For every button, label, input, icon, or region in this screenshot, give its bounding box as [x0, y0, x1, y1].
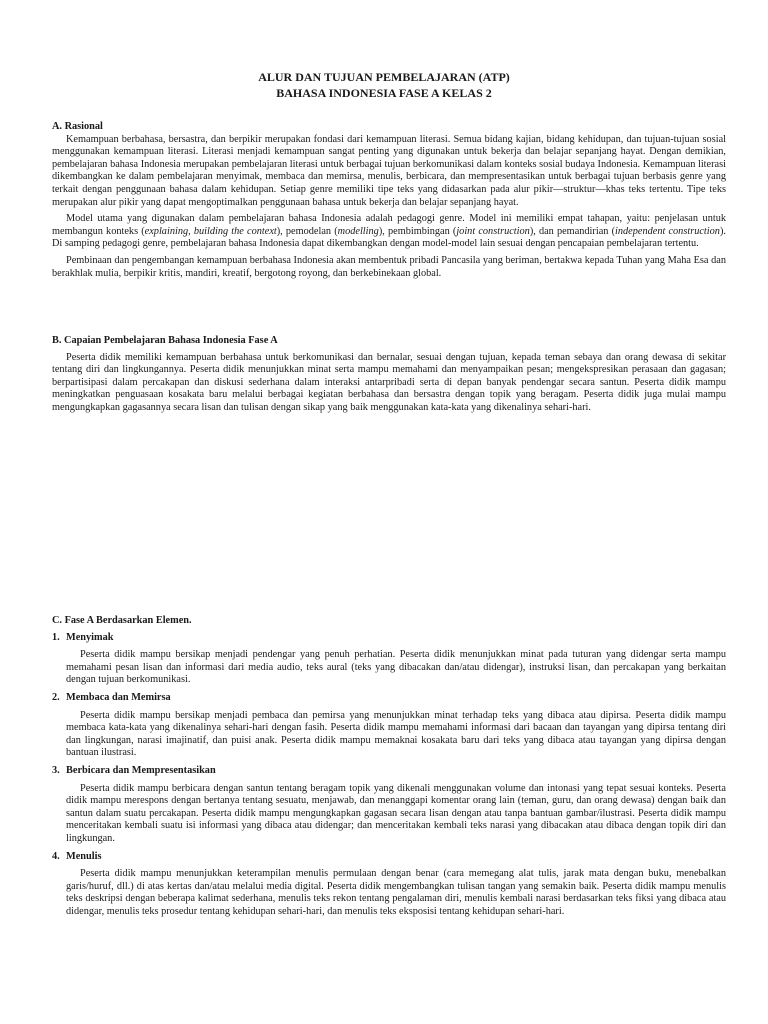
p2-text-e: ). Di samping pedagogi genre, pembelajaran bahasa Indonesia dapat dikembangkan dengan model-model lain sesuai dengan pencapaian pembelajaran tertentu.	[52, 225, 726, 250]
p2-text-d: ), dan pemandirian (	[529, 225, 615, 237]
section-a-heading: A. Rasional	[52, 121, 103, 132]
section-a-paragraph-3: Pembinaan dan pengembangan kemampuan berbahasa Indonesia akan membentuk pribadi Pancasila yang beriman, bertakwa kepada Tuhan yang Maha Esa dan berakhlak mulia, berpikir kritis, mandiri, kreatif, bergotong royong, dan berkebinekaan global.	[52, 254, 726, 279]
p2-text-c: ), pembimbingan (	[378, 225, 457, 237]
p2-text-b: ), pemodelan (	[276, 225, 338, 237]
section-elemen	[52, 615, 726, 918]
document-subtitle: BAHASA INDONESIA FASE A KELAS 2	[276, 86, 492, 100]
element-3-heading: 3. Berbicara dan Mempresentasikan	[52, 764, 216, 776]
element-2-body: Peserta didik mampu bersikap menjadi pembaca dan pemirsa yang menunjukkan minat terhadap teks yang dibaca atau dipirsa. Peserta didik mampu membaca kata-kata yang dikenalinya sehari-hari dengan fasih. Peserta didik mampu memahami informasi dari bacaan dan tayangan yang dipirsa tentang diri dan lingkungan, narasi imajinatif, dan puisi anak. Peserta didik mampu memaknai kosakata baru dari teks yang dibaca atau tayangan yang dipirsa dengan bantuan ilustrasi.	[66, 709, 726, 759]
section-c-heading: C. Fase A Berdasarkan Elemen.	[52, 615, 192, 626]
element-1-heading: 1. Menyimak	[52, 631, 114, 643]
p2-italic-4: independent construction	[615, 225, 720, 237]
document-title: ALUR DAN TUJUAN PEMBELAJARAN (ATP)	[258, 70, 510, 84]
element-3-body: Peserta didik mampu berbicara dengan santun tentang beragam topik yang dikenali menggunakan volume dan intonasi yang tepat sesuai konteks. Peserta didik mampu merespons dengan bertanya tentang sesuatu, menjawab, dan menanggapi komentar orang lain (teman, guru, dan orang dewasa) dengan baik dan santun dalam suatu percakapan. Peserta didik mampu mengungkapkan gagasan secara lisan dengan atau tanpa bantuan gambar/ilustrasi. Peserta didik mampu menceritakan kembali suatu isi informasi yang dibaca atau didengar; dan menceritakan kembali teks narasi yang dibacakan atau dibaca dengan topik diri dan lingkungan.	[66, 782, 726, 844]
element-2-heading: 2. Membaca dan Memirsa	[52, 691, 171, 703]
element-4-heading: 4. Menulis	[52, 850, 102, 862]
p2-italic-3: joint construction	[456, 225, 530, 237]
element-4-body: Peserta didik mampu menunjukkan keterampilan menulis permulaan dengan benar (cara memegang alat tulis, jarak mata dengan buku, menebalkan garis/huruf, dll.) di atas kertas dan/atau melalui media digital. Peserta didik mengembangkan tulisan tangan yang semakin baik. Peserta didik mampu menulis teks deskripsi dengan beberapa kalimat sederhana, menulis teks rekon tentang pengalaman diri, menulis kembali narasi berdasarkan teks fiksi yang dibaca atau didengar, menulis teks prosedur tentang kehidupan sehari-hari, dan menulis teks eksposisi tentang kehidupan sehari-hari.	[66, 868, 726, 917]
element-1-body: Peserta didik mampu bersikap menjadi pendengar yang penuh perhatian. Peserta didik menunjukkan minat pada tuturan yang didengar serta mampu memahami pesan lisan dan informasi dari media audio, teks aural (teks yang dibacakan dan/atau didengar), instruksi lisan, dan percakapan yang berkaitan dengan tujuan berkomunikasi.	[66, 649, 726, 686]
section-a-paragraph-2	[52, 213, 726, 251]
section-capaian	[52, 335, 726, 415]
section-a-paragraph-1: Kemampuan berbahasa, bersastra, dan berpikir merupakan fondasi dari kemampuan literasi. Semua bidang kajian, bidang kehidupan, dan tujuan-tujuan sosial menggunakan kemampuan literasi. Literasi menjadi kemampuan sangat penting yang digunakan untuk bekerja dan belajar sepanjang hayat. Dengan demikian, pembelajaran bahasa Indonesia merupakan pembelajaran literasi untuk berbagai tujuan berkomunikasi dalam konteks sosial budaya Indonesia. Kemampuan literasi dikembangkan ke dalam pembelajaran menyimak, membaca dan memirsa, menulis, berbicara, dan mempresentasikan untuk berbagai tujuan berbasis genre yang terkait dengan penggunaan bahasa dalam kehidupan. Setiap genre memiliki tipe teks yang didasarkan pada alur pikir—struktur—khas teks tertentu. Tipe teks merupakan alur pikir yang dapat mengoptimalkan penggunaan bahasa untuk bekerja dan belajar sepanjang hayat.	[52, 133, 726, 208]
section-b-heading: B. Capaian Pembelajaran Bahasa Indonesia Fase A	[52, 335, 278, 346]
p2-text-a: Model utama yang digunakan dalam pembelajaran bahasa Indonesia adalah pedagogi genre. Model ini memiliki empat tahapan, yaitu: penjelasan untuk membangun konteks (	[52, 213, 726, 237]
p2-italic-1: explaining, building the context	[144, 225, 277, 237]
section-rasional	[52, 121, 726, 280]
section-b-paragraph: Peserta didik memiliki kemampuan berbahasa untuk berkomunikasi dan bernalar, sesuai dengan tujuan, kepada teman sebaya dan orang dewasa di sekitar tentang diri dan lingkungannya. Peserta didik menunjukkan minat serta mampu memahami dan menyampaikan pesan; mengekspresikan perasaan dan gagasan; berpartisipasi dalam percakapan dan diskusi sederhana dalam interaksi antarpribadi serta di depan banyak pendengar secara santun. Peserta didik mampu meningkatkan penguasaan kosakata baru melalui berbagai kegiatan berbahasa dan bersastra dengan topik yang beragam. Peserta didik juga mulai mampu mengungkapkan gagasannya secara lisan dan tulisan dengan sikap yang baik menggunakan kata-kata yang dikenalinya sehari-hari.	[52, 351, 726, 413]
p2-italic-2: modelling	[337, 225, 379, 237]
